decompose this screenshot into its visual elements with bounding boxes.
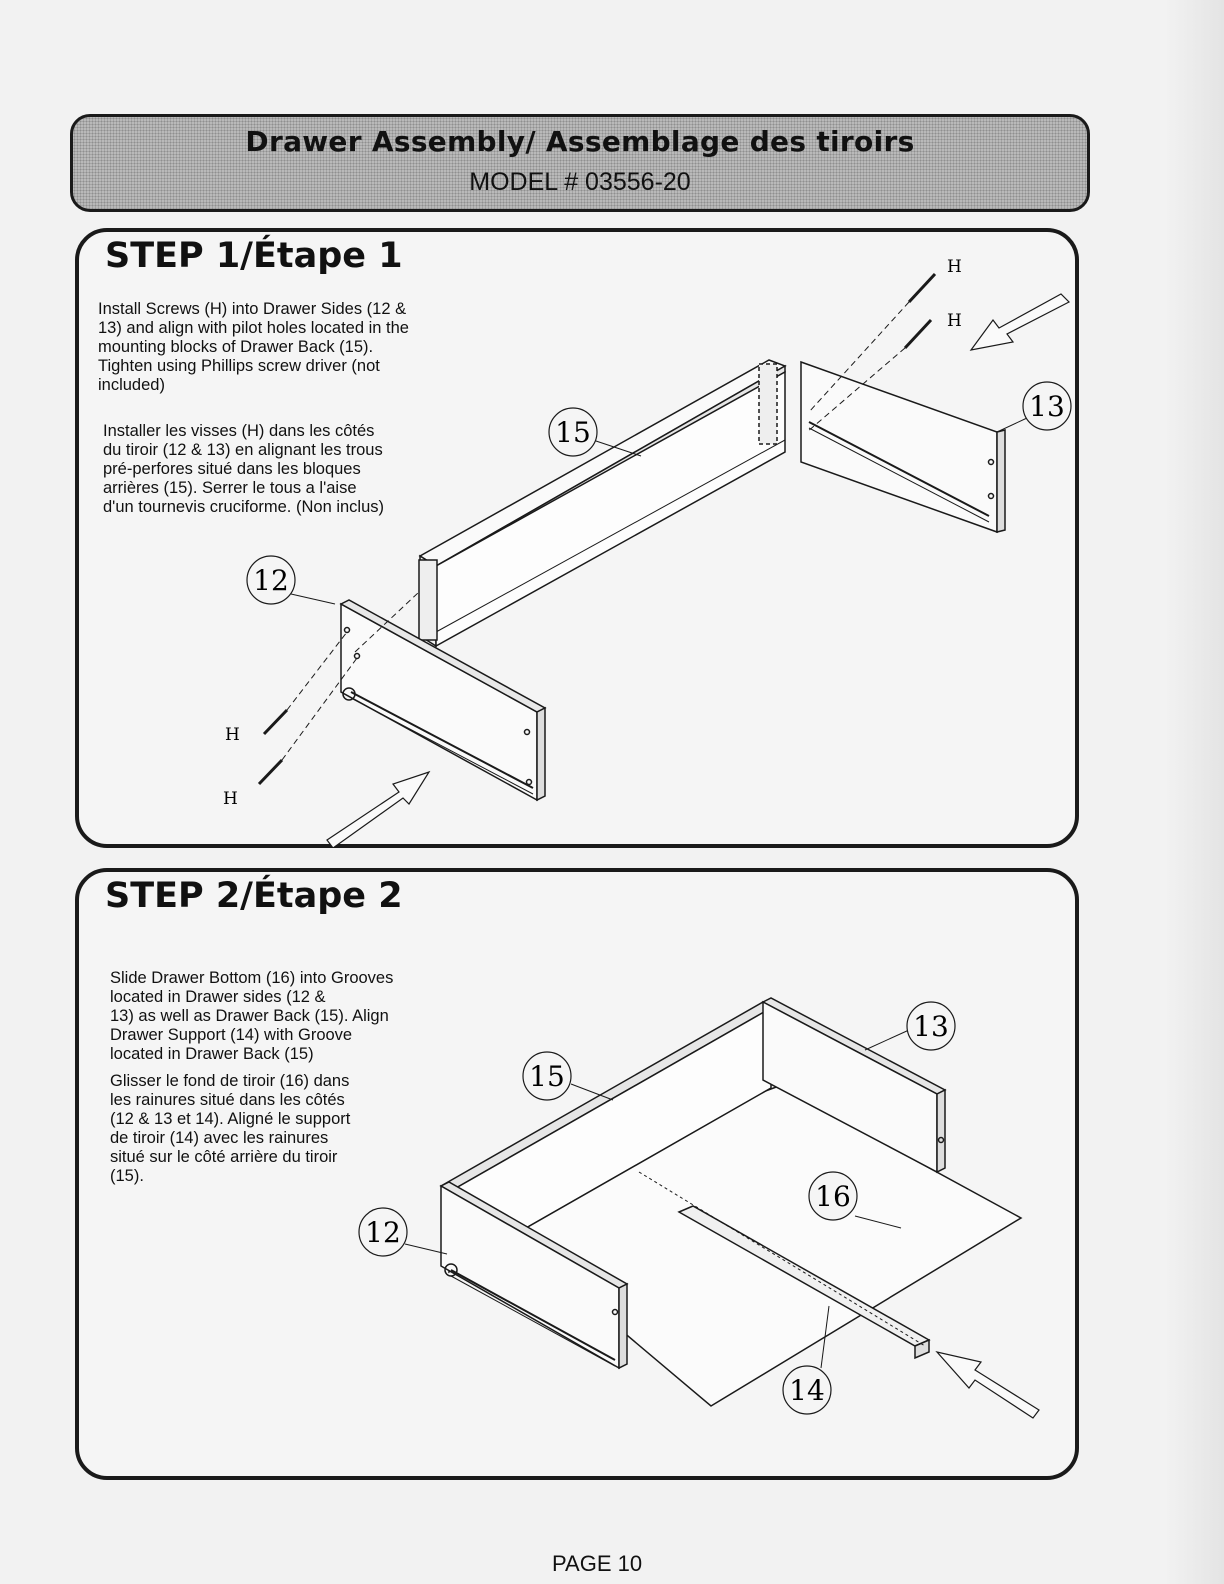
callout-12 (247, 556, 295, 604)
model-number: MODEL # 03556-20 (469, 168, 691, 196)
callout-12 (359, 1208, 407, 1256)
page-number: PAGE 10 (552, 1551, 643, 1576)
svg-text:16: 16 (815, 1180, 851, 1213)
step-2-instructions-en: Slide Drawer Bottom (16) into Grooves located in Drawer sides (12 & 13) as well as Drawer Back (15). Align Drawer Support (14) with Groove located in Drawer Back (15) (110, 969, 394, 1063)
svg-text:15: 15 (529, 1060, 565, 1093)
step-1-instructions-fr: Installer les visses (H) dans les côtés du tiroir (12 & 13) en alignant les trous pré-perfores situé dans les bloques arrières (15). Serrer le tous a l'aise d'un tournevis cruciforme. (Non inclus) (103, 422, 385, 516)
screw-label: H (947, 311, 962, 331)
svg-text:14: 14 (789, 1374, 825, 1407)
step-2-title: STEP 2/Étape 2 (105, 876, 403, 916)
screw-label: H (223, 789, 238, 809)
screw-label: H (947, 257, 962, 277)
svg-text:13: 13 (913, 1010, 949, 1043)
svg-text:12: 12 (365, 1216, 401, 1249)
page-edge-shadow (1164, 0, 1224, 1584)
step-1-panel (75, 228, 1079, 848)
screw-label: H (225, 725, 240, 745)
svg-text:12: 12 (253, 564, 289, 597)
step-2-diagram (79, 872, 1079, 1480)
callout-13 (1023, 382, 1071, 430)
header-title: Drawer Assembly/ Assemblage des tiroirs (245, 125, 915, 158)
step-2-instructions-fr: Glisser le fond de tiroir (16) dans les rainures situé dans les côtés (12 & 13 et 14). Aligné le support de tiroir (14) avec les rainures situé sur le côté arrière du tiroir (15). (110, 1072, 351, 1185)
callout-16 (809, 1172, 857, 1220)
step-1-title: STEP 1/Étape 1 (105, 236, 403, 276)
callout-15 (523, 1052, 571, 1100)
drawer-back-15-part (419, 360, 785, 646)
svg-text:15: 15 (555, 416, 591, 449)
callout-13 (907, 1002, 955, 1050)
step-2-panel (75, 868, 1079, 1480)
insert-arrow-icon (937, 1352, 1039, 1418)
callout-15 (549, 408, 597, 456)
step-1-instructions-en: Install Screws (H) into Drawer Sides (12 & 13) and align with pilot holes located in the mounting blocks of Drawer Back (15). Tighten using Phillips screw driver (not included) (98, 300, 409, 394)
page-header (70, 114, 1090, 212)
svg-text:13: 13 (1029, 390, 1065, 423)
callout-14 (783, 1366, 831, 1414)
step-1-diagram (79, 232, 1079, 848)
